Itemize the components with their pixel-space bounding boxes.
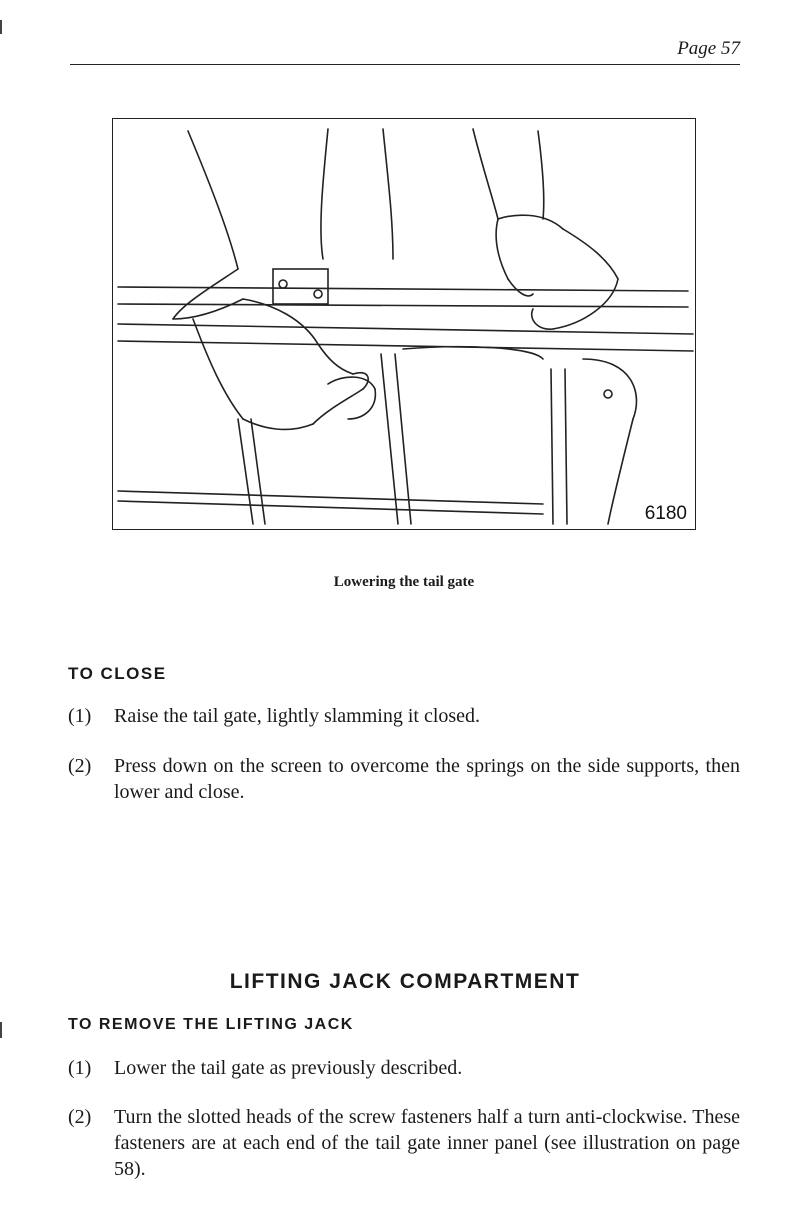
heading-to-close: TO CLOSE [68, 664, 167, 683]
step-text: Press down on the screen to overcome the springs on the side supports, then lower and close. [114, 755, 740, 803]
figure-illustration [112, 118, 696, 530]
list-item [68, 1104, 740, 1182]
list-item [68, 703, 740, 729]
list-item [68, 1055, 740, 1081]
step-text: Turn the slotted heads of the screw fasteners half a turn anti-clockwise. These fasteners are at each end of the tail gate inner panel (see illustration on page 58). [114, 1106, 740, 1180]
step-text: Raise the tail gate, lightly slamming it closed. [114, 705, 481, 727]
section-title: LIFTING JACK COMPARTMENT [229, 970, 581, 993]
tail-gate-illustration [113, 119, 696, 530]
figure-number: 6180 [644, 503, 687, 524]
page-edge-mark [0, 20, 2, 34]
step-text: Lower the tail gate as previously described. [114, 1057, 463, 1079]
step-number: (2) [68, 755, 92, 777]
header-rule [70, 64, 740, 65]
step-number: (2) [68, 1106, 92, 1128]
step-number: (1) [68, 705, 92, 727]
page-edge-mark [0, 1022, 2, 1038]
list-item [68, 753, 740, 805]
step-number: (1) [68, 1057, 92, 1079]
heading-remove-jack: TO REMOVE THE LIFTING JACK [68, 1016, 354, 1033]
page-number: Page 57 [677, 38, 740, 59]
figure-caption: Lowering the tail gate [333, 574, 475, 590]
